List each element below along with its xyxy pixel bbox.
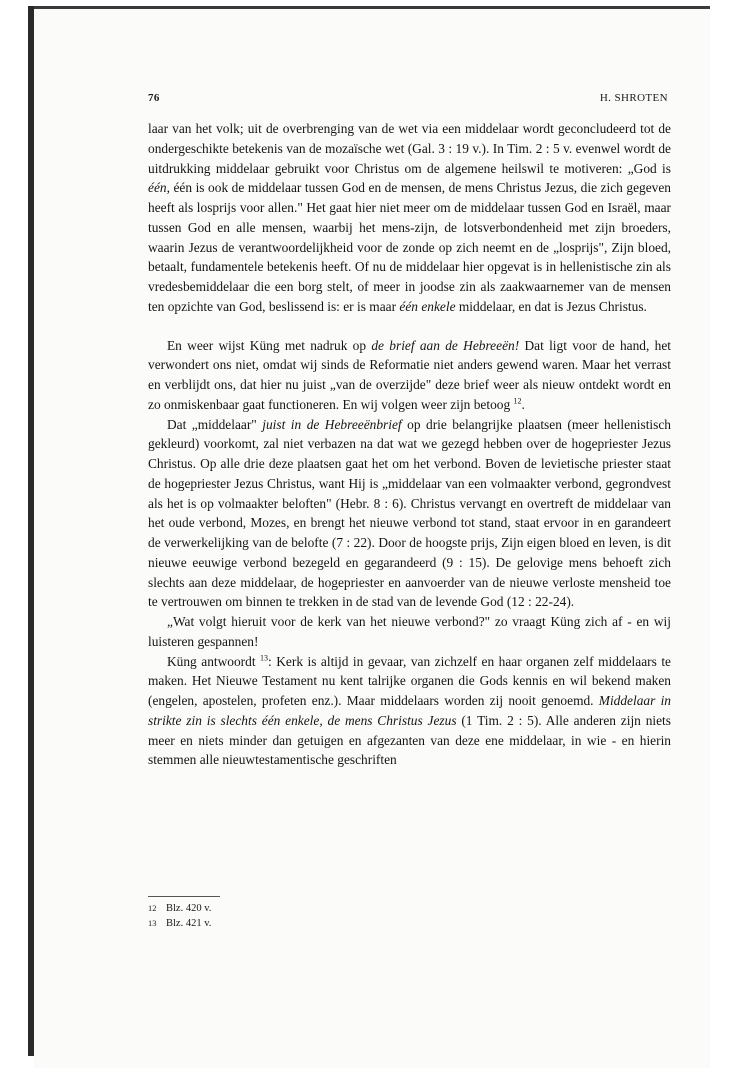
page-number: 76 bbox=[148, 92, 160, 104]
italic-text: juist in de Hebreeënbrief bbox=[262, 416, 402, 432]
text-run: Küng antwoordt bbox=[167, 653, 261, 669]
text-run: En weer wijst Küng met nadruk op bbox=[167, 337, 372, 353]
text-run: laar van het volk; uit de overbrenging van de wet via een middelaar wordt geconcludeerd tot de ondergeschikte betekenis van de mozaïsche wet (Gal. 3 : 19 v.). In Tim. 2 : 5 v. evenwel wordt de uitdrukking middelaar gebruikt voor Christus om de algemene heilswil te motiveren: „God is bbox=[148, 121, 671, 176]
text-run: (1 Tim. 2 : 5). Alle anderen zijn niets meer en niets minder dan getuigen en afgezanten van deze ene middelaar, in wie - en hierin stemmen alle nieuwtestamentische geschriften bbox=[148, 712, 671, 768]
text-run: Dat „middelaar" bbox=[167, 416, 263, 432]
running-head-author: H. SHROTEN bbox=[599, 92, 668, 104]
footnote-separator bbox=[148, 896, 220, 897]
running-header bbox=[148, 92, 668, 106]
paragraph bbox=[148, 119, 671, 317]
italic-text: Middelaar in strikte zin is slechts één enkele, de mens Christus Jezus bbox=[148, 693, 672, 728]
footnote bbox=[148, 916, 448, 931]
footnote-number: 13 bbox=[148, 918, 157, 928]
footnote-text: Blz. 420 v. bbox=[166, 903, 212, 914]
paragraph bbox=[148, 612, 671, 652]
paragraph bbox=[148, 415, 671, 613]
footnotes bbox=[148, 901, 448, 931]
paragraph bbox=[148, 652, 671, 771]
text-run: op drie belangrijke plaatsen (meer hellenistisch gekleurd) voorkomt, zal niet verbazen na dat wat we gezegd hebben over de hogepriester Jezus Christus. Op alle drie deze plaatsen gaat het om het verbond. Boven de levietische priester staat de hogepriester Jezus Christus, want Hij is „middelaar van een volmaakter verbond, gegrondvest als het is op volmaakter beloften" (Hebr. 8 : 6). Christus vervangt en overtreft de middelaar van het oude verbond, Mozes, en brengt het nieuwe verbond tot stand, staat ervoor in en garandeert de verwerkelijking van de belofte (7 : 22). Door de hoogste prijs, Zijn eigen bloed en leven, is dit nieuwe eeuwige verbond bezegeld en gegarandeerd (9 : 15). De gelovige mens behoeft zich slechts aan deze middelaar, de hogepriester en aanvoerder van de nieuwe verloste mensheid toe te vertrouwen om binnen te trekken in de stad van de levende God (12 : 22-24). bbox=[148, 416, 672, 610]
footnote-number: 12 bbox=[148, 903, 157, 913]
footnote-text: Blz. 421 v. bbox=[166, 918, 212, 929]
body-text bbox=[148, 119, 671, 770]
italic-text: één enkele bbox=[399, 298, 456, 314]
footnote-ref: 13 bbox=[260, 653, 269, 663]
text-run: , één is ook de middelaar tussen God en de mensen, de mens Christus Jezus, die zich gegeven heeft als losprijs voor allen." Het gaat hier niet meer om de middelaar tussen God en Israël, maar tussen God en alle mensen, waarbij het mens-zijn, de lotsverbondenheid met zijn broeders, waarin Jezus de verantwoordelijkheid voor de zonde op zich neemt en de „losprijs", Zijn bloed, betaalt, fundamentele betekenis heeft. Of nu de middelaar hier opgevat is in hellenistische zin als vredesbemiddelaar die een borg stelt, of meer in joodse zin als zaakwaarnemer van de mensen ten opzichte van God, beslissend is: er is maar bbox=[148, 180, 671, 314]
italic-text: één bbox=[148, 180, 167, 196]
text-run: Dat ligt voor de hand, het verwondert ons niet, omdat wij sinds de Reformatie niet anders gewend waren. Maar het verrast en verblijdt ons, dat hier nu juist „van de overzijde" deze brief weer als nieuw ontdekt wordt en zo onmiskenbaar gaat functioneren. En wij volgen weer zijn betoog bbox=[148, 337, 671, 412]
paragraph bbox=[148, 336, 671, 415]
footnote bbox=[148, 901, 448, 916]
text-run: : Kerk is altijd in gevaar, van zichzelf en haar organen zelf middelaars te maken. Het Nieuwe Testament nu kent talrijke organen die Gods kennis en wil bekend maken (engelen, apostelen, profeten enz.). Maar middelaars worden zij nooit genoemd. bbox=[148, 653, 671, 708]
text-run: middelaar, en dat is Jezus Christus. bbox=[455, 298, 647, 314]
italic-text: de brief aan de Hebreeën! bbox=[371, 337, 520, 353]
text-run: „Wat volgt hieruit voor de kerk van het nieuwe verbond?" zo vraagt Küng zich af - en wij luisteren gespannen! bbox=[148, 614, 671, 649]
footnote-ref: 12 bbox=[513, 396, 522, 406]
text-run: . bbox=[521, 396, 525, 412]
